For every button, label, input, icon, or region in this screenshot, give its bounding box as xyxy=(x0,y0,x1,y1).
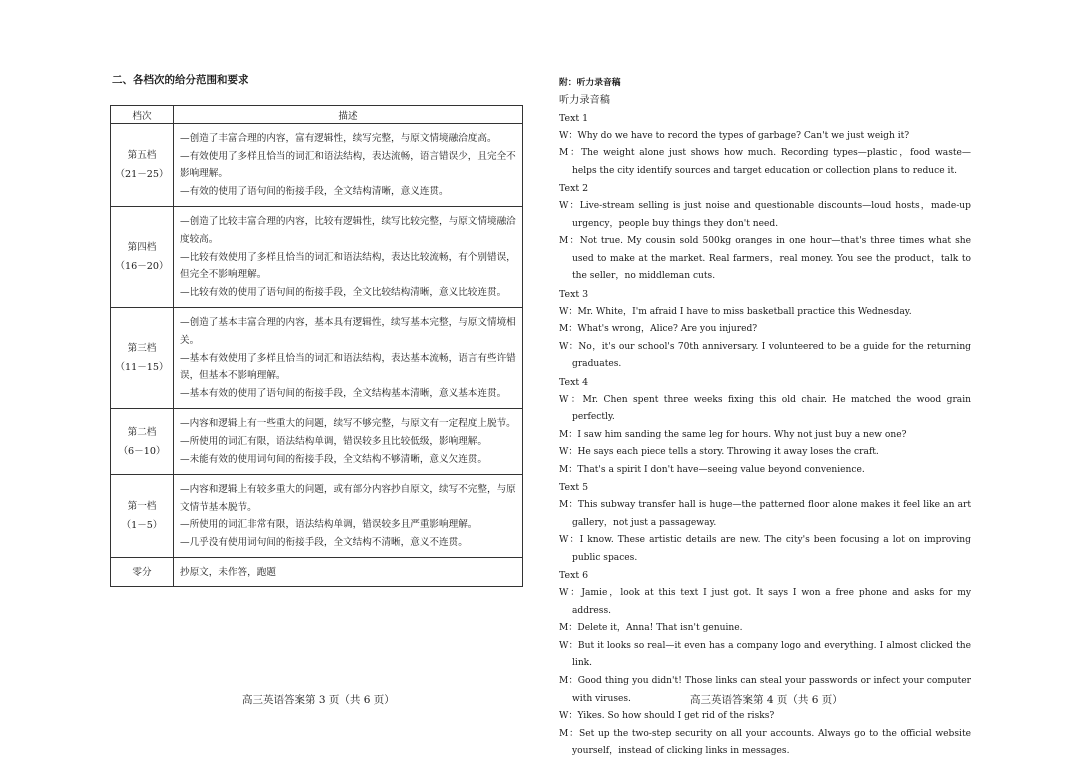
text-heading: Text 3 xyxy=(559,288,589,300)
description-cell xyxy=(174,409,523,475)
level-cell xyxy=(111,475,174,558)
dialogue-line: W：Mr. White，I'm afraid I have to miss basketball practice this Wednesday. xyxy=(559,306,912,317)
level-name: 第四档 xyxy=(127,242,157,254)
dialogue-line: M：What's wrong，Alice? Are you injured? xyxy=(559,324,758,335)
section-title: 二、各档次的给分范围和要求 xyxy=(112,74,249,86)
rubric-row xyxy=(111,124,523,207)
dialogue-line: M：I saw him sanding the same leg for hours. Why not just buy a new one? xyxy=(559,429,907,440)
criterion-line: —未能有效的使用词句间的衔接手段，全文结构不够清晰，意义欠连贯。 xyxy=(180,453,487,465)
dialogue-line: M：Set up the two-step security on all your accounts. Always go to the official website yourself，instead of clicking links in messages. xyxy=(559,728,971,757)
dialogue-line: M：This subway transfer hall is huge—the patterned floor alone makes it feel like an art gallery，not just a passageway. xyxy=(559,500,971,528)
text-heading: Text 6 xyxy=(559,570,589,582)
criterion-line: —基本有效使用了多样且恰当的词汇和语法结构，表达基本流畅，语言有些许错误，但基本不影响理解。 xyxy=(180,352,516,382)
level-cell xyxy=(111,409,174,475)
dialogue-line: M：Delete it，Anna! That isn't genuine. xyxy=(559,623,743,634)
appendix-title: 附：听力录音稿 xyxy=(559,78,621,88)
dialogue-line: W：No，it's our school's 70th anniversary. I volunteered to be a guide for the returning graduates. xyxy=(559,341,971,370)
dialogue-line: W：Jamie，look at this text I just got. It says I won a free phone and asks for my address. xyxy=(559,588,971,616)
zero-score-row xyxy=(111,558,523,587)
level-name: 第三档 xyxy=(127,343,157,355)
rubric-row xyxy=(111,207,523,308)
dialogue-line: W：Mr. Chen spent three weeks fixing this old chair. He matched the wood grain perfectly. xyxy=(559,394,971,423)
level-name: 第一档 xyxy=(127,501,157,513)
dialogue-line: M：The weight alone just shows how much. Recording types—plastic，food waste—helps the city identify sources and target education or collection plans to reduce it. xyxy=(559,148,971,176)
level-name: 第五档 xyxy=(127,150,157,162)
criterion-line: —几乎没有使用词句间的衔接手段，全文结构不清晰，意义不连贯。 xyxy=(180,536,468,548)
criterion-line: —创造了丰富合理的内容，富有逻辑性，续写完整，与原文情境融洽度高。 xyxy=(180,133,497,144)
script-title: 听力录音稿 xyxy=(559,95,610,106)
score-range: （11－15） xyxy=(115,362,169,374)
text-heading: Text 2 xyxy=(559,183,589,195)
criterion-line: —比较有效使用了多样且恰当的词汇和语法结构，表达比较流畅，有个别错误，但完全不影响理解。 xyxy=(180,251,516,281)
dialogue-line: W：Live-stream selling is just noise and questionable discounts—loud hosts，made-up urgency，people buy things they don't need. xyxy=(559,200,971,229)
criterion-line: —有效使用了多样且恰当的词汇和语法结构，表达流畅，语言错误少，且完全不影响理解。 xyxy=(180,150,516,180)
text-heading: Text 1 xyxy=(559,113,589,124)
level-cell xyxy=(111,308,174,409)
description-cell xyxy=(174,124,523,207)
level-name: 第二档 xyxy=(127,426,157,438)
description-header: 描述 xyxy=(174,106,523,124)
dialogue-line: M：Good thing you didn't! Those links can steal your passwords or infect your computer with viruses. xyxy=(559,676,971,704)
text-heading: Text 5 xyxy=(559,482,589,494)
rubric-table xyxy=(110,105,523,587)
right-page-footer: 高三英语答案第 4 页（共 6 页） xyxy=(690,694,843,706)
dialogue-line: M：Not true. My cousin sold 500kg oranges in one hour—that's three times what she used to make at the market. Real farmers，real money. You see the product，talk to the seller，no middleman cuts. xyxy=(559,236,971,282)
description-cell xyxy=(174,207,523,308)
criterion-line: —内容和逻辑上有一些重大的问题，续写不够完整，与原文有一定程度上脱节。 xyxy=(180,418,516,430)
left-page xyxy=(110,72,524,587)
criterion-line: —基本有效的使用了语句间的衔接手段，全文结构基本清晰，意义基本连贯。 xyxy=(180,387,507,399)
criterion-line: —所使用的词汇非常有限，语法结构单调，错误较多且严重影响理解。 xyxy=(180,519,478,531)
criterion-line: —创造了基本丰富合理的内容，基本具有逻辑性，续写基本完整，与原文情境相关。 xyxy=(180,317,516,346)
criterion-line: —有效的使用了语句间的衔接手段，全文结构清晰，意义连贯。 xyxy=(180,185,449,197)
level-header: 档次 xyxy=(111,106,174,124)
rubric-row xyxy=(111,475,523,558)
dialogue-line: W：But it looks so real—it even has a company logo and everything. I almost clicked the link. xyxy=(559,640,971,669)
score-range: （6－10） xyxy=(118,445,166,457)
script-lines xyxy=(559,110,971,761)
left-page-footer: 高三英语答案第 3 页（共 6 页） xyxy=(242,694,395,706)
dialogue-line: M：That's a spirit I don't have—seeing value beyond convenience. xyxy=(559,464,865,475)
dialogue-line: W：Why do we have to record the types of garbage? Can't we just weigh it? xyxy=(559,130,910,141)
criterion-line: —内容和逻辑上有较多重大的问题，或有部分内容抄自原文，续写不完整，与原文情节基本脱节。 xyxy=(180,484,516,513)
table-header-row xyxy=(111,106,523,124)
level-cell xyxy=(111,207,174,308)
level-cell xyxy=(111,124,174,207)
right-page xyxy=(559,76,971,761)
zero-level-cell: 零分 xyxy=(111,558,174,587)
description-cell xyxy=(174,475,523,558)
rubric-row xyxy=(111,308,523,409)
zero-description-cell: 抄原文，未作答，跑题 xyxy=(174,558,523,587)
score-range: （21－25） xyxy=(115,169,169,181)
dialogue-line: W：He says each piece tells a story. Throwing it away loses the craft. xyxy=(559,447,879,458)
text-heading: Text 4 xyxy=(559,376,589,388)
rubric-row xyxy=(111,409,523,475)
criterion-line: —比较有效的使用了语句间的衔接手段，全文比较结构清晰，意义比较连贯。 xyxy=(180,286,507,298)
dialogue-line: W：Yikes. So how should I get rid of the risks? xyxy=(559,711,775,722)
dialogue-line: W：I know. These artistic details are new. The city's been focusing a lot on improving public spaces. xyxy=(559,535,971,563)
criterion-line: —所使用的词汇有限，语法结构单调，错误较多且比较低级，影响理解。 xyxy=(180,435,487,447)
rubric-body xyxy=(111,124,523,587)
score-range: （16－20） xyxy=(115,261,169,273)
criterion-line: —创造了比较丰富合理的内容，比较有逻辑性，续写比较完整，与原文情境融洽度较高。 xyxy=(180,216,516,245)
score-range: （1－5） xyxy=(121,520,163,532)
description-cell xyxy=(174,308,523,409)
